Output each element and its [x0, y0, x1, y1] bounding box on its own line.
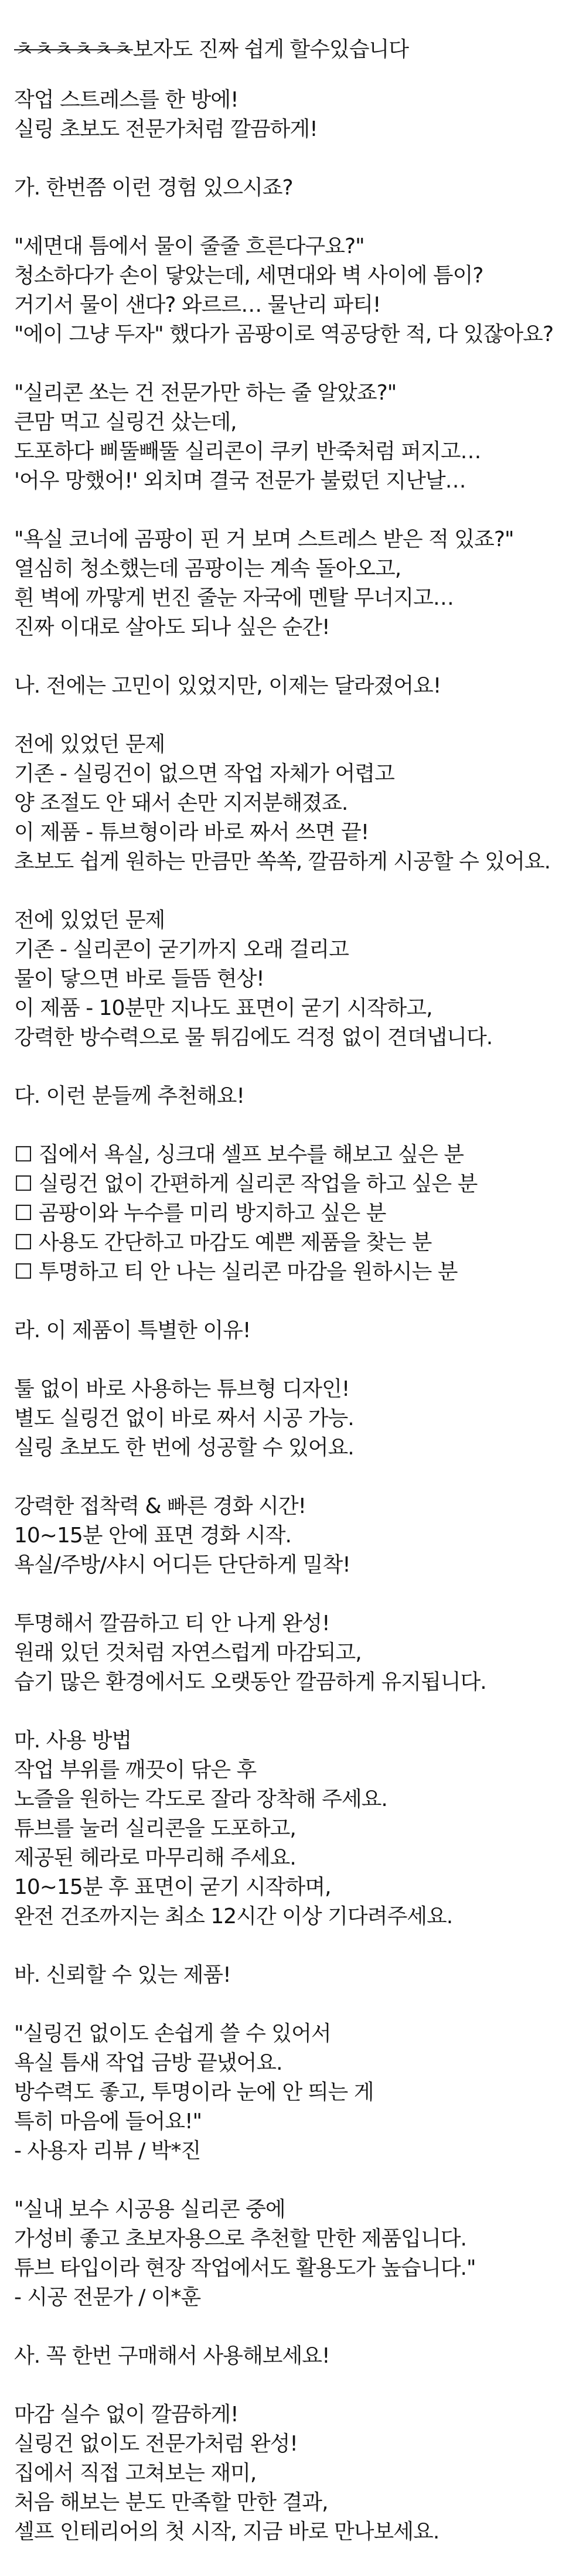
paragraph-line: 기존 - 실링건이 없으면 작업 자체가 어렵고	[14, 762, 394, 786]
section-heading: 가. 한번쯤 이런 경험 있으시죠?	[14, 176, 293, 200]
paragraph-line: 열심히 청소했는데 곰팡이는 계속 돌아오고,	[14, 557, 401, 581]
section-heading: 마. 사용 방법	[14, 1729, 132, 1753]
paragraph-line: 원래 있던 것처럼 자연스럽게 마감되고,	[14, 1641, 362, 1665]
review-line: 방수력도 좋고, 투명이라 눈에 안 띄는 게	[14, 2080, 374, 2104]
paragraph-line: 도포하다 삐뚤빼뚤 실리콘이 쿠키 반죽처럼 퍼지고…	[14, 439, 481, 464]
paragraph-line: 강력한 방수력으로 물 튀김에도 걱정 없이 견뎌냅니다.	[14, 1025, 493, 1050]
paragraph-line: '어우 망했어!' 외치며 결국 전문가 불렀던 지난날…	[14, 469, 466, 493]
checklist-item: ☐ 곰팡이와 누수를 미리 방지하고 싶은 분	[14, 1201, 386, 1225]
paragraph-line: 기존 - 실리콘이 굳기까지 오래 걸리고	[14, 938, 349, 962]
paragraph-line: 투명해서 깔끔하고 티 안 나게 완성!	[14, 1611, 330, 1635]
paragraph-line: "욕실 코너에 곰팡이 핀 거 보며 스트레스 받은 적 있죠?"	[14, 527, 514, 551]
paragraph-line: 10~15분 안에 표면 경화 시작.	[14, 1524, 291, 1548]
review-line: "실내 보수 시공용 실리콘 중에	[14, 2197, 285, 2221]
paragraph-line: 욕실/주방/샤시 어디든 단단하게 밀착!	[14, 1553, 350, 1577]
paragraph-line: 전에 있었던 문제	[14, 908, 165, 932]
paragraph-line: 청소하다가 손이 닿았는데, 세면대와 벽 사이에 틈이?	[14, 264, 483, 288]
paragraph-line: 실링 초보도 한 번에 성공할 수 있어요.	[14, 1436, 354, 1460]
paragraph-line: 물이 닿으면 바로 들뜸 현상!	[14, 967, 264, 991]
review-line: "실링건 없이도 손쉽게 쓸 수 있어서	[14, 2022, 331, 2046]
instruction-line: 튜브를 눌러 실리콘을 도포하고,	[14, 1817, 296, 1841]
closing-line: 실링건 없이도 전문가처럼 완성!	[14, 2432, 298, 2456]
paragraph-line: 흰 벽에 까맣게 번진 줄눈 자국에 멘탈 무너지고…	[14, 586, 454, 610]
review-line: 튜브 타입이라 현장 작업에서도 활용도가 높습니다."	[14, 2256, 476, 2280]
closing-line: 셀프 인테리어의 첫 시작, 지금 바로 만나보세요.	[14, 2520, 440, 2544]
struck-text: ㅊㅊㅊㅊㅊㅊ	[14, 38, 133, 62]
section-heading: 바. 신뢰할 수 있는 제품!	[14, 1963, 231, 1987]
instruction-line: 노즐을 원하는 각도로 잘라 장착해 주세요.	[14, 1787, 387, 1811]
section-heading: 라. 이 제품이 특별한 이유!	[14, 1318, 251, 1342]
paragraph-line: 강력한 접착력 & 빠른 경화 시간!	[14, 1494, 306, 1518]
intro-headline: 실링 초보도 전문가처럼 깔끔하게!	[14, 117, 318, 141]
checklist-item: ☐ 사용도 간단하고 마감도 예쁜 제품을 찾는 분	[14, 1231, 432, 1255]
review-author: - 시공 전문가 / 이*훈	[14, 2285, 201, 2309]
review-line: 특히 마음에 들어요!"	[14, 2110, 202, 2134]
paragraph-line: 이 제품 - 튜브형이라 바로 짜서 쓰면 끝!	[14, 820, 369, 844]
instruction-line: 작업 부위를 깨끗이 닦은 후	[14, 1758, 257, 1782]
review-author: - 사용자 리뷰 / 박*진	[14, 2139, 201, 2163]
instruction-line: 제공된 헤라로 마무리해 주세요.	[14, 1846, 296, 1870]
paragraph-line: "에이 그냥 두자" 했다가 곰팡이로 역공당한 적, 다 있잖아요?	[14, 322, 554, 346]
paragraph-line: 양 조절도 안 돼서 손만 지저분해졌죠.	[14, 791, 348, 815]
checklist-item: ☐ 실링건 없이 간편하게 실리콘 작업을 하고 싶은 분	[14, 1172, 478, 1196]
checklist-item: ☐ 집에서 욕실, 싱크대 셀프 보수를 해보고 싶은 분	[14, 1143, 464, 1167]
section-heading: 나. 전에는 고민이 있었지만, 이제는 달라졌어요!	[14, 674, 441, 698]
paragraph-line: 큰맘 먹고 실링건 샀는데,	[14, 410, 237, 434]
paragraph-line: 거기서 물이 샌다? 와르르… 물난리 파티!	[14, 293, 381, 317]
closing-line: 집에서 직접 고쳐보는 재미,	[14, 2461, 257, 2485]
paragraph-line: 초보도 쉽게 원하는 만큼만 쏙쏙, 깔끔하게 시공할 수 있어요.	[14, 850, 551, 874]
closing-line: 마감 실수 없이 깔끔하게!	[14, 2403, 239, 2427]
review-line: 가성비 좋고 초보자용으로 추천할 만한 제품입니다.	[14, 2227, 466, 2251]
intro-headline: 작업 스트레스를 한 방에!	[14, 88, 239, 112]
paragraph-line: 툴 없이 바로 사용하는 튜브형 디자인!	[14, 1377, 350, 1401]
paragraph-line: 전에 있었던 문제	[14, 732, 165, 757]
paragraph-line: 진짜 이대로 살아도 되나 싶은 순간!	[14, 615, 330, 639]
intro-text: 보자도 진짜 쉽게 할수있습니다	[132, 38, 409, 62]
paragraph-line: 이 제품 - 10분만 지나도 표면이 굳기 시작하고,	[14, 996, 432, 1020]
instruction-line: 10~15분 후 표면이 굳기 시작하며,	[14, 1875, 331, 1899]
instruction-line: 완전 건조까지는 최소 12시간 이상 기다려주세요.	[14, 1904, 453, 1928]
section-heading: 사. 꼭 한번 구매해서 사용해보세요!	[14, 2344, 330, 2368]
closing-line: 처음 해보는 분도 만족할 만한 결과,	[14, 2490, 328, 2514]
paragraph-line: 습기 많은 환경에서도 오랫동안 깔끔하게 유지됩니다.	[14, 1670, 486, 1694]
checklist-item: ☐ 투명하고 티 안 나는 실리콘 마감을 원하시는 분	[14, 1260, 458, 1284]
paragraph-line: "실리콘 쏘는 건 전문가만 하는 줄 알았죠?"	[14, 381, 397, 405]
section-heading: 다. 이런 분들께 추천해요!	[14, 1084, 244, 1108]
intro-line	[14, 35, 577, 64]
review-line: 욕실 틈새 작업 금방 끝냈어요.	[14, 2051, 282, 2075]
paragraph-line: 별도 실링건 없이 바로 짜서 시공 가능.	[14, 1406, 354, 1430]
paragraph-line: "세면대 틈에서 물이 줄줄 흐른다구요?"	[14, 234, 364, 258]
